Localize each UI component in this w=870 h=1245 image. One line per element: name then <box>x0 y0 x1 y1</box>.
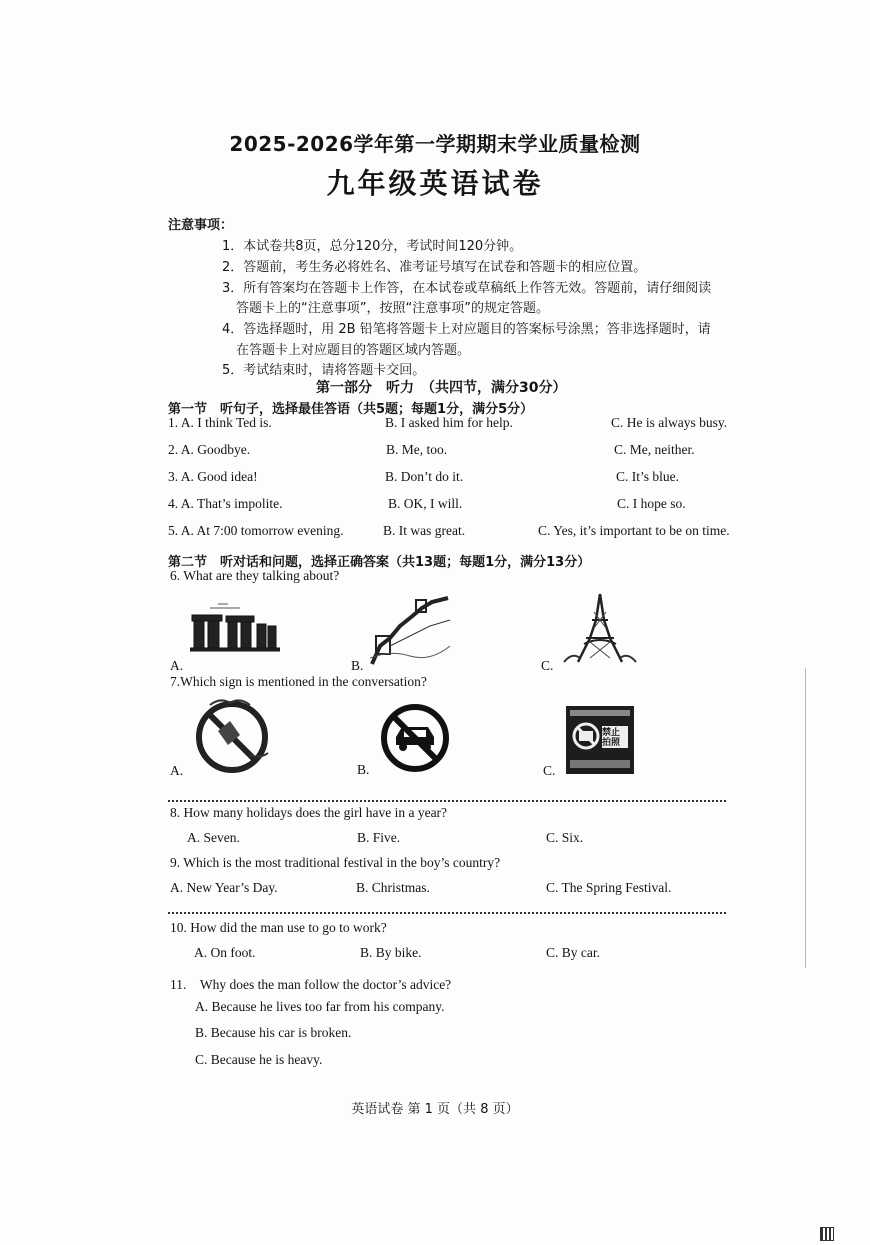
notice-item-3: 3．所有答案均在答题卡上作答，在本试卷或草稿纸上作答无效。答题前，请仔细阅读 <box>222 281 712 296</box>
exam-title-line2: 九年级英语试卷 <box>326 167 544 200</box>
q7-option-a: A. <box>170 763 184 778</box>
q1-option-a: 1. A. I think Ted is. <box>168 415 272 430</box>
q8-option-b: B. Five. <box>357 830 401 845</box>
notice-item-2: 2．答题前，考生务必将姓名、准考证号填写在试卷和答题卡的相应位置。 <box>222 260 647 275</box>
q8-stem: 8. How many holidays does the girl have in a year? <box>170 805 448 820</box>
q9-option-b: B. Christmas. <box>356 880 430 895</box>
q3-option-c: C. It’s blue. <box>616 469 679 484</box>
no-cars-sign <box>380 703 450 773</box>
q11-option-a: A. Because he lives too far from his company. <box>195 999 445 1014</box>
part1-heading: 第一部分 听力 （共四节，满分30分） <box>316 380 567 396</box>
page-footer: 英语试卷 第 1 页（共 8 页） <box>351 1102 519 1117</box>
notice-item-1: 1．本试卷共8页，总分120分，考试时间120分钟。 <box>222 239 523 254</box>
q10-option-b: B. By bike. <box>360 945 422 960</box>
q8-option-c: C. Six. <box>546 830 584 845</box>
q2-option-c: C. Me, neither. <box>614 442 695 457</box>
q5-option-c: C. Yes, it’s important to be on time. <box>538 523 730 538</box>
q11-stem: 11. Why does the man follow the doctor’s advice? <box>170 977 452 992</box>
q4-option-a: 4. A. That’s impolite. <box>168 496 283 511</box>
eiffel-tower-picture <box>562 592 638 664</box>
q2-option-b: B. Me, too. <box>386 442 448 457</box>
q6-stem: 6. What are they talking about? <box>170 568 340 583</box>
q7-stem: 7.Which sign is mentioned in the conversation? <box>170 674 427 689</box>
notice-item-5: 5．考试结束时，请将答题卡交回。 <box>222 363 426 378</box>
q7-option-c: C. <box>543 763 556 778</box>
qr-code-icon <box>820 1227 834 1241</box>
q8-option-a: A. Seven. <box>187 830 240 845</box>
q11-option-b: B. Because his car is broken. <box>195 1025 352 1040</box>
section1-heading: 第一节 听句子，选择最佳答语（共5题；每题1分，满分5分） <box>168 402 534 417</box>
notice-item-4: 4．答选择题时，用 2B 铅笔将答题卡上对应题目的答案标号涂黑；答非选择题时，请 <box>222 322 711 337</box>
no-photos-sign-text: 禁止拍照 <box>602 728 621 748</box>
q3-option-b: B. Don’t do it. <box>385 469 464 484</box>
dotted-separator-1 <box>168 800 726 802</box>
q1-option-c: C. He is always busy. <box>611 415 728 430</box>
q9-option-c: C. The Spring Festival. <box>546 880 672 895</box>
q4-option-c: C. I hope so. <box>617 496 686 511</box>
q11-option-c: C. Because he is heavy. <box>195 1052 323 1067</box>
q3-option-a: 3. A. Good idea! <box>168 469 258 484</box>
dotted-separator-2 <box>168 912 726 914</box>
q10-option-a: A. On foot. <box>194 945 256 960</box>
q6-option-b: B. <box>351 658 364 673</box>
great-wall-picture <box>370 596 452 666</box>
notice-item-3-cont: 答题卡上的“注意事项”，按照“注意事项”的规定答题。 <box>236 301 549 316</box>
exam-title-line1: 2025-2026学年第一学期期末学业质量检测 <box>229 132 641 156</box>
q7-option-b: B. <box>357 762 370 777</box>
q10-option-c: C. By car. <box>546 945 600 960</box>
q6-option-a: A. <box>170 658 184 673</box>
q9-option-a: A. New Year’s Day. <box>170 880 278 895</box>
notice-item-4-cont: 在答题卡上对应题目的答题区域内答题。 <box>236 343 471 358</box>
scan-edge-line <box>805 668 806 968</box>
notice-heading: 注意事项： <box>168 218 234 233</box>
no-littering-sign <box>190 695 274 777</box>
q4-option-b: B. OK, I will. <box>388 496 463 511</box>
q5-option-b: B. It was great. <box>383 523 466 538</box>
q5-option-a: 5. A. At 7:00 tomorrow evening. <box>168 523 344 538</box>
q6-option-c: C. <box>541 658 554 673</box>
q9-stem: 9. Which is the most traditional festival in the boy’s country? <box>170 855 501 870</box>
q1-option-b: B. I asked him for help. <box>385 415 513 430</box>
section2-heading: 第二节 听对话和问题，选择正确答案（共13题；每题1分，满分13分） <box>168 555 591 570</box>
stonehenge-picture <box>190 600 280 655</box>
q2-option-a: 2. A. Goodbye. <box>168 442 251 457</box>
q10-stem: 10. How did the man use to go to work? <box>170 920 387 935</box>
